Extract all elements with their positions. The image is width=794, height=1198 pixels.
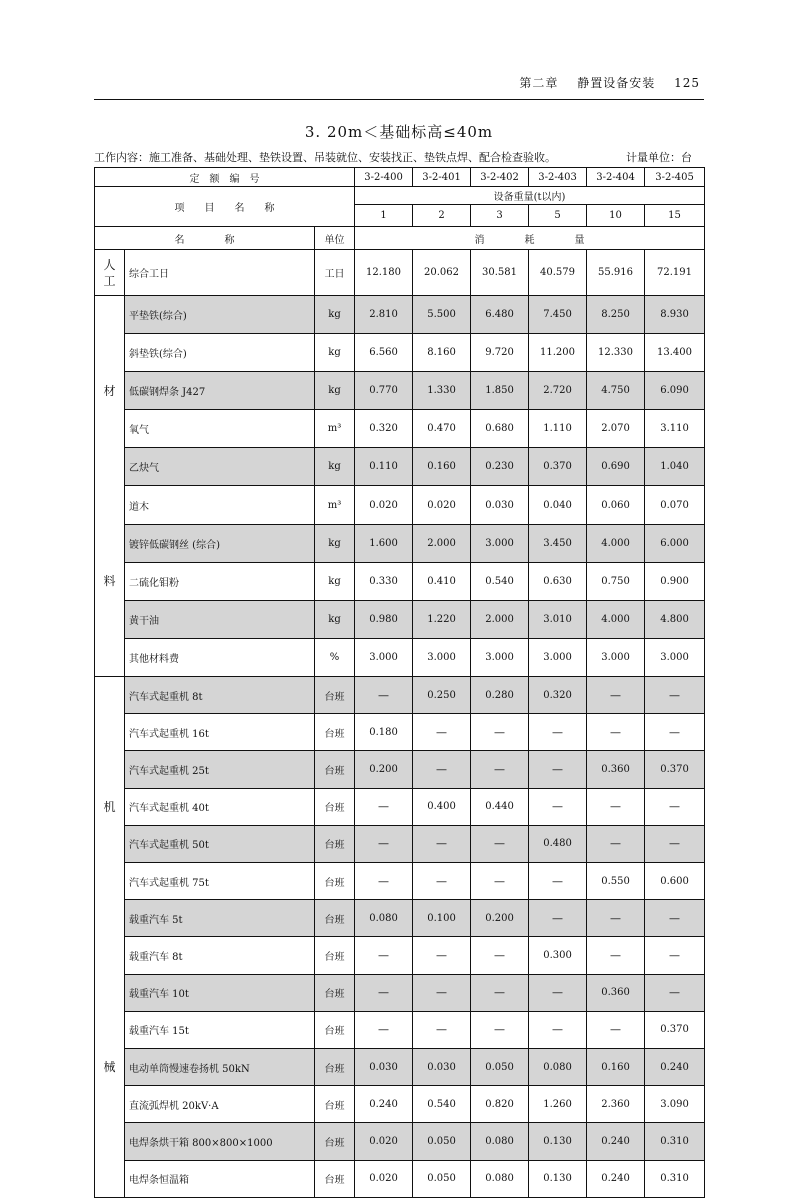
row-name: 道木 (125, 486, 315, 524)
row-value: — (645, 937, 705, 974)
row-value: — (471, 974, 529, 1011)
row-value: 8.160 (413, 334, 471, 372)
row-value: 6.560 (355, 334, 413, 372)
row-value: — (355, 974, 413, 1011)
row-value: 0.820 (471, 1086, 529, 1123)
row-value: 12.330 (587, 334, 645, 372)
table-row (95, 296, 705, 334)
table-row (95, 714, 705, 751)
table-row (95, 448, 705, 486)
row-name: 直流弧焊机 20kV·A (125, 1086, 315, 1123)
table-row (95, 600, 705, 638)
section-title: 3. 20m＜基础标高≤40m (304, 123, 494, 141)
row-value: 3.000 (587, 638, 645, 676)
row-value: 0.110 (355, 448, 413, 486)
row-value: — (529, 788, 587, 825)
row-value: 20.062 (413, 250, 471, 296)
row-name: 汽车式起重机 75t (125, 863, 315, 900)
row-value: — (587, 937, 645, 974)
row-name: 其他材料费 (125, 638, 315, 676)
row-name: 电焊条烘干箱 800×800×1000 (125, 1123, 315, 1160)
row-unit: % (315, 638, 355, 676)
row-value: 12.180 (355, 250, 413, 296)
quota-code: 3-2-401 (413, 168, 471, 187)
row-value: 0.600 (645, 863, 705, 900)
row-name: 电动单筒慢速卷扬机 50kN (125, 1049, 315, 1086)
row-value: — (587, 900, 645, 937)
table-row (95, 372, 705, 410)
row-name: 载重汽车 5t (125, 900, 315, 937)
row-name: 平垫铁(综合) (125, 296, 315, 334)
row-value: — (529, 714, 587, 751)
row-value: 0.360 (587, 974, 645, 1011)
unit-of-measure: 计量单位：台 (626, 151, 692, 164)
weight-value: 5 (529, 205, 587, 227)
row-unit: kg (315, 296, 355, 334)
row-value: — (529, 900, 587, 937)
row-unit: kg (315, 448, 355, 486)
row-value: 0.310 (645, 1123, 705, 1160)
weight-value: 10 (587, 205, 645, 227)
weight-label-row (95, 187, 705, 205)
row-value: 2.360 (587, 1086, 645, 1123)
row-value: — (645, 974, 705, 1011)
row-value: 0.750 (587, 562, 645, 600)
row-value: 0.240 (587, 1123, 645, 1160)
table-row (95, 1123, 705, 1160)
row-value: 6.000 (645, 524, 705, 562)
row-value: 0.690 (587, 448, 645, 486)
row-value: 0.100 (413, 900, 471, 937)
row-value: 8.930 (645, 296, 705, 334)
row-unit: kg (315, 562, 355, 600)
row-value: 0.180 (355, 714, 413, 751)
row-value: 0.080 (471, 1160, 529, 1197)
row-name: 汽车式起重机 25t (125, 751, 315, 788)
row-value: — (355, 1011, 413, 1048)
row-name: 汽车式起重机 8t (125, 677, 315, 714)
row-name: 汽车式起重机 16t (125, 714, 315, 751)
category-machinery (95, 677, 125, 1198)
consumption-header: 消 耗 量 (355, 227, 705, 250)
table-row (95, 524, 705, 562)
row-value: 3.000 (413, 638, 471, 676)
table-row (95, 486, 705, 524)
row-value: 0.030 (471, 486, 529, 524)
row-value: 0.080 (471, 1123, 529, 1160)
row-value: 0.680 (471, 410, 529, 448)
row-value: 55.916 (587, 250, 645, 296)
row-value: 0.280 (471, 677, 529, 714)
row-value: 0.020 (413, 486, 471, 524)
row-value: 8.250 (587, 296, 645, 334)
table-row (95, 638, 705, 676)
row-value: 0.480 (529, 825, 587, 862)
row-value: 13.400 (645, 334, 705, 372)
row-unit: 台班 (315, 677, 355, 714)
row-value: — (587, 788, 645, 825)
row-name: 二硫化钼粉 (125, 562, 315, 600)
row-value: 11.200 (529, 334, 587, 372)
row-value: — (413, 751, 471, 788)
row-value: 0.130 (529, 1123, 587, 1160)
row-value: 0.310 (645, 1160, 705, 1197)
row-name: 乙炔气 (125, 448, 315, 486)
table-row (95, 1011, 705, 1048)
row-value: 6.090 (645, 372, 705, 410)
row-value: 0.160 (413, 448, 471, 486)
row-value: — (645, 900, 705, 937)
row-value: 1.600 (355, 524, 413, 562)
row-value: 3.000 (471, 524, 529, 562)
row-value: 2.070 (587, 410, 645, 448)
row-unit: 台班 (315, 714, 355, 751)
row-value: 1.220 (413, 600, 471, 638)
row-value: — (471, 1011, 529, 1048)
table-row (95, 751, 705, 788)
row-value: 0.030 (413, 1049, 471, 1086)
row-value: — (587, 714, 645, 751)
row-value: 0.440 (471, 788, 529, 825)
row-value: 2.000 (471, 600, 529, 638)
table-row (95, 1086, 705, 1123)
table-row (95, 937, 705, 974)
table-row (95, 974, 705, 1011)
running-header (94, 74, 704, 94)
row-value: 1.850 (471, 372, 529, 410)
weight-value: 2 (413, 205, 471, 227)
quota-table (94, 167, 705, 1198)
row-value: 40.579 (529, 250, 587, 296)
row-unit: kg (315, 600, 355, 638)
row-value: — (645, 825, 705, 862)
row-value: — (355, 825, 413, 862)
row-value: 0.240 (587, 1160, 645, 1197)
quota-code-label: 定 额 编 号 (95, 168, 355, 187)
work-content-line (94, 149, 704, 165)
row-value: 4.000 (587, 524, 645, 562)
row-value: 0.050 (413, 1123, 471, 1160)
page-number: 125 (674, 76, 700, 90)
category-label: 机械 (103, 800, 116, 1074)
row-value: — (413, 1011, 471, 1048)
chapter-title: 静置设备安装 (577, 76, 656, 90)
row-value: 0.230 (471, 448, 529, 486)
row-name: 汽车式起重机 50t (125, 825, 315, 862)
row-name: 综合工日 (125, 250, 315, 296)
row-value: 0.020 (355, 1160, 413, 1197)
row-value: 0.200 (471, 900, 529, 937)
category-materials (95, 296, 125, 677)
row-value: — (529, 863, 587, 900)
weight-label: 设备重量(t以内) (355, 187, 705, 205)
row-value: 0.080 (529, 1049, 587, 1086)
row-value: — (645, 714, 705, 751)
row-value: 0.020 (355, 486, 413, 524)
row-value: — (587, 1011, 645, 1048)
row-value: — (355, 788, 413, 825)
row-value: 0.160 (587, 1049, 645, 1086)
weight-value: 1 (355, 205, 413, 227)
row-value: — (645, 677, 705, 714)
row-unit: 台班 (315, 788, 355, 825)
row-unit: 台班 (315, 863, 355, 900)
row-value: 3.110 (645, 410, 705, 448)
row-value: 0.030 (355, 1049, 413, 1086)
row-name: 载重汽车 8t (125, 937, 315, 974)
table-row (95, 863, 705, 900)
row-unit: 台班 (315, 974, 355, 1011)
table-row (95, 250, 705, 296)
row-value: 1.330 (413, 372, 471, 410)
row-value: — (413, 863, 471, 900)
row-value: 3.000 (355, 638, 413, 676)
row-value: 0.370 (645, 1011, 705, 1048)
row-value: — (471, 825, 529, 862)
table-row (95, 562, 705, 600)
row-value: 2.000 (413, 524, 471, 562)
table-row (95, 1160, 705, 1197)
row-value: — (645, 788, 705, 825)
row-value: — (413, 825, 471, 862)
row-name: 斜垫铁(综合) (125, 334, 315, 372)
row-value: — (471, 714, 529, 751)
row-value: 0.400 (413, 788, 471, 825)
row-name: 载重汽车 10t (125, 974, 315, 1011)
row-value: 7.450 (529, 296, 587, 334)
name-column-header: 名 称 (95, 227, 315, 250)
unit-column-header: 单位 (315, 227, 355, 250)
row-value: 0.050 (471, 1049, 529, 1086)
row-value: 3.450 (529, 524, 587, 562)
row-unit: 台班 (315, 937, 355, 974)
row-value: 0.410 (413, 562, 471, 600)
row-unit: 台班 (315, 751, 355, 788)
table-row (95, 825, 705, 862)
row-value: 0.900 (645, 562, 705, 600)
header-rule (94, 99, 704, 100)
row-value: 2.810 (355, 296, 413, 334)
row-value: — (529, 751, 587, 788)
row-unit: kg (315, 334, 355, 372)
row-value: 1.040 (645, 448, 705, 486)
row-value: — (413, 974, 471, 1011)
row-value: — (471, 937, 529, 974)
row-value: 2.720 (529, 372, 587, 410)
row-unit: m³ (315, 486, 355, 524)
row-value: 3.090 (645, 1086, 705, 1123)
table-row (95, 677, 705, 714)
table-row (95, 410, 705, 448)
row-unit: 台班 (315, 825, 355, 862)
row-value: 3.000 (645, 638, 705, 676)
row-unit: 台班 (315, 1086, 355, 1123)
row-value: — (529, 1011, 587, 1048)
row-unit: 台班 (315, 1011, 355, 1048)
row-value: 4.000 (587, 600, 645, 638)
row-unit: 工日 (315, 250, 355, 296)
row-value: 3.010 (529, 600, 587, 638)
row-value: 0.320 (529, 677, 587, 714)
category-labor (95, 250, 125, 296)
table-row (95, 334, 705, 372)
table-row (95, 1049, 705, 1086)
category-label: 材料 (103, 384, 116, 588)
row-name: 载重汽车 15t (125, 1011, 315, 1048)
row-value: 0.020 (355, 1123, 413, 1160)
table-row (95, 788, 705, 825)
row-value: 0.630 (529, 562, 587, 600)
quota-table-body (95, 168, 705, 1198)
row-value: 0.080 (355, 900, 413, 937)
row-value: 0.070 (645, 486, 705, 524)
row-value: — (471, 751, 529, 788)
work-content: 工作内容：施工准备、基础处理、垫铁设置、吊装就位、安装找正、垫铁点焊、配合检查验收。 (94, 151, 556, 164)
row-value: 0.240 (645, 1049, 705, 1086)
row-name: 低碳钢焊条 J427 (125, 372, 315, 410)
row-value: 0.200 (355, 751, 413, 788)
row-value: 30.581 (471, 250, 529, 296)
row-unit: 台班 (315, 1160, 355, 1197)
category-label: 人工 (103, 257, 116, 288)
row-value: 1.110 (529, 410, 587, 448)
row-name: 汽车式起重机 40t (125, 788, 315, 825)
row-value: 0.360 (587, 751, 645, 788)
column-header-row (95, 227, 705, 250)
row-value: 1.260 (529, 1086, 587, 1123)
row-value: 9.720 (471, 334, 529, 372)
row-value: — (413, 714, 471, 751)
row-unit: 台班 (315, 1049, 355, 1086)
weight-value: 15 (645, 205, 705, 227)
row-value: 0.040 (529, 486, 587, 524)
header-text (505, 74, 700, 91)
row-value: 72.191 (645, 250, 705, 296)
quota-code: 3-2-402 (471, 168, 529, 187)
row-value: 0.540 (471, 562, 529, 600)
weight-value: 3 (471, 205, 529, 227)
quota-code: 3-2-400 (355, 168, 413, 187)
row-value: — (413, 937, 471, 974)
row-name: 镀锌低碳钢丝 (综合) (125, 524, 315, 562)
row-value: 0.470 (413, 410, 471, 448)
row-value: 0.770 (355, 372, 413, 410)
row-value: — (587, 825, 645, 862)
row-value: 4.800 (645, 600, 705, 638)
row-value: — (355, 863, 413, 900)
row-unit: kg (315, 524, 355, 562)
row-value: 5.500 (413, 296, 471, 334)
row-value: 0.300 (529, 937, 587, 974)
row-value: — (471, 863, 529, 900)
row-value: 4.750 (587, 372, 645, 410)
row-value: 3.000 (529, 638, 587, 676)
row-value: — (529, 974, 587, 1011)
row-unit: 台班 (315, 900, 355, 937)
row-value: 0.550 (587, 863, 645, 900)
chapter-label: 第二章 (519, 76, 559, 90)
row-value: — (587, 677, 645, 714)
row-value: 0.130 (529, 1160, 587, 1197)
row-unit: m³ (315, 410, 355, 448)
row-value: 0.320 (355, 410, 413, 448)
row-value: 0.370 (645, 751, 705, 788)
row-unit: kg (315, 372, 355, 410)
row-name: 氧气 (125, 410, 315, 448)
quota-code-row (95, 168, 705, 187)
row-unit: 台班 (315, 1123, 355, 1160)
row-name: 电焊条恒温箱 (125, 1160, 315, 1197)
row-value: — (355, 937, 413, 974)
row-value: 0.250 (413, 677, 471, 714)
row-value: 0.980 (355, 600, 413, 638)
quota-code: 3-2-405 (645, 168, 705, 187)
row-name: 黄干油 (125, 600, 315, 638)
item-name-label: 项 目 名 称 (95, 187, 355, 227)
quota-code: 3-2-404 (587, 168, 645, 187)
quota-code: 3-2-403 (529, 168, 587, 187)
table-row (95, 900, 705, 937)
row-value: 0.060 (587, 486, 645, 524)
row-value: 0.540 (413, 1086, 471, 1123)
row-value: 0.240 (355, 1086, 413, 1123)
row-value: 0.050 (413, 1160, 471, 1197)
row-value: 6.480 (471, 296, 529, 334)
row-value: 3.000 (471, 638, 529, 676)
row-value: — (355, 677, 413, 714)
row-value: 0.330 (355, 562, 413, 600)
row-value: 0.370 (529, 448, 587, 486)
